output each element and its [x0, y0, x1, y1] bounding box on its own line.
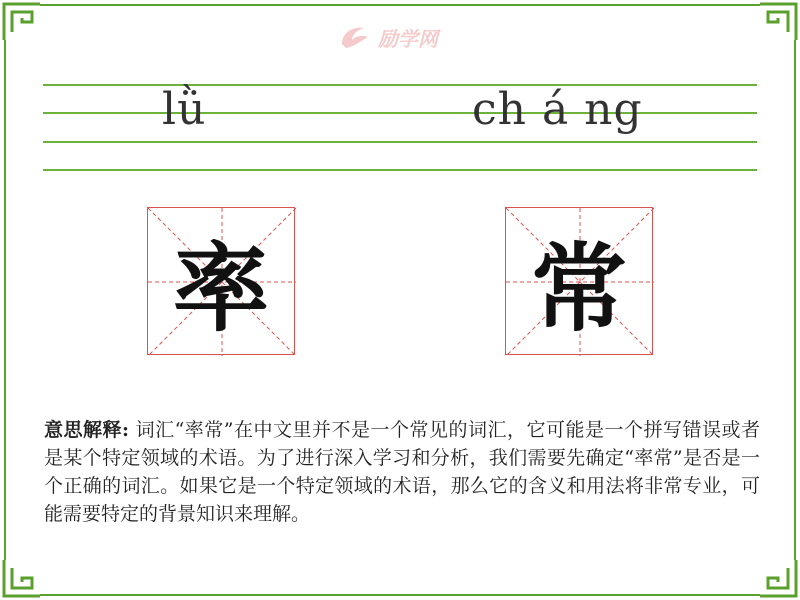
corner-ornament-top-right	[756, 0, 800, 44]
border-left	[4, 40, 6, 560]
border-top	[40, 4, 760, 6]
corner-ornament-bottom-right	[756, 556, 800, 600]
pinyin-lv: lǜ	[162, 84, 207, 135]
watermark-logo-icon	[338, 22, 372, 52]
pinyin-line-4	[43, 169, 757, 171]
tianzige-box-2	[505, 207, 653, 355]
watermark-text: 励学网	[378, 26, 438, 51]
character-lv: 率	[173, 232, 269, 345]
border-bottom	[40, 594, 760, 596]
meaning-label: 意思解释:	[44, 419, 130, 441]
meaning-paragraph	[44, 416, 760, 528]
pinyin-line-1	[43, 84, 757, 86]
pinyin-line-2	[43, 112, 757, 114]
pinyin-chang: ch á ng	[472, 84, 643, 135]
meaning-body: 词汇“率常”在中文里并不是一个常见的词汇，它可能是一个拼写错误或者是某个特定领域的术语。为了进行深入学习和分析，我们需要先确定“率常”是否是一个正确的词汇。如果它是一个特定领域的术语，那么它的含义和用法将非常专业，可能需要特定的背景知识来理解。	[44, 419, 760, 525]
watermark	[338, 22, 438, 52]
tianzige-box-1	[147, 207, 295, 355]
corner-ornament-top-left	[0, 0, 44, 44]
border-right	[794, 40, 796, 560]
corner-ornament-bottom-left	[0, 556, 44, 600]
character-chang: 常	[531, 232, 627, 345]
pinyin-line-3	[43, 141, 757, 143]
